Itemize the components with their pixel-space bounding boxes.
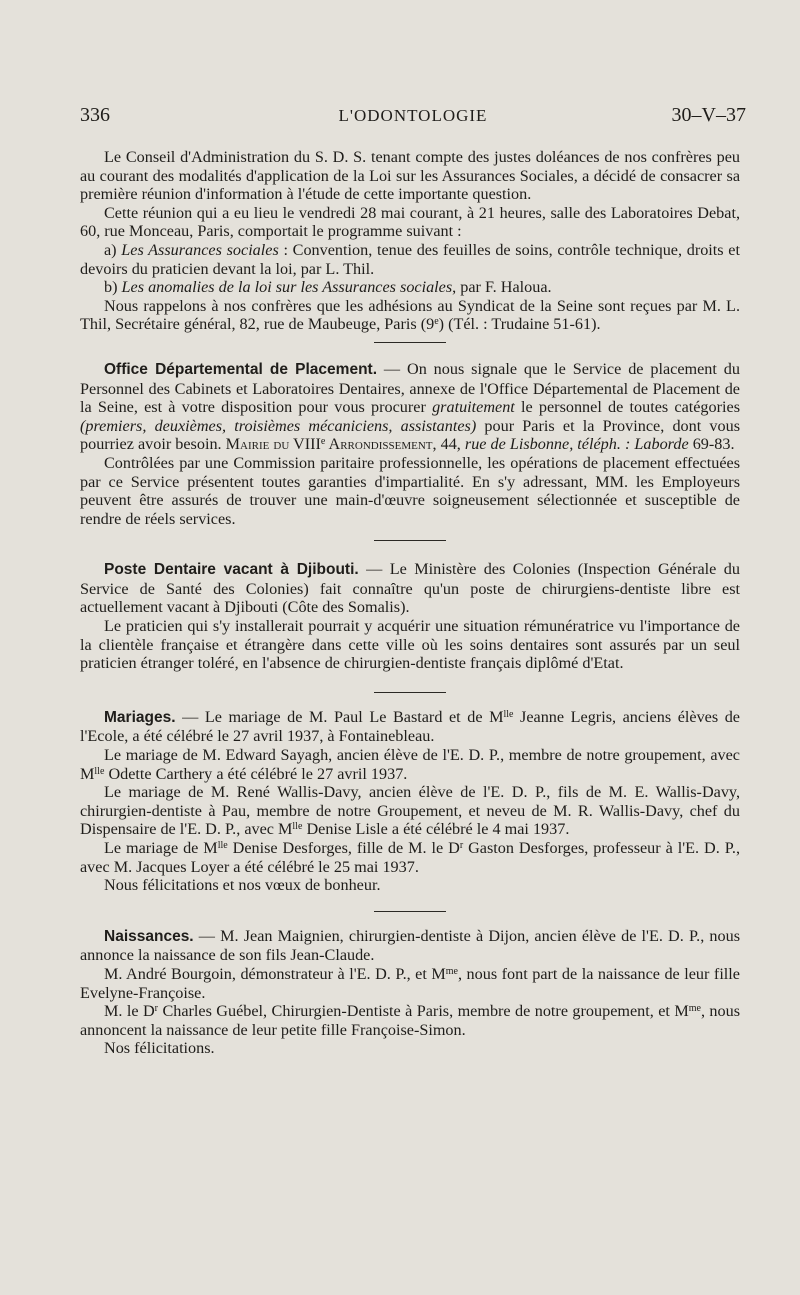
paragraph: Cette réunion qui a eu lieu le vendredi 28 mai courant, à 21 heures, salle des Laboratoires Debat, 60, rue Monceau, Paris, comportait le programme suivant : (80, 203, 740, 241)
article-body (80, 148, 740, 1058)
section-heading: Office Départemental de Placement. (104, 360, 378, 378)
emphasis: Les Assurances sociales (121, 240, 279, 259)
paragraph: Nous félicitations et nos vœux de bonheur. (104, 876, 381, 895)
emphasis: Les anomalies de la loi sur les Assurances sociales (121, 278, 453, 297)
paragraph: Le mariage de M. René Wallis-Davy, ancien élève de l'E. D. P., fils de M. E. Wallis-Davy, chirurgien-dentiste à Pau, membre de notre Groupement, et neveu de M. R. Wallis-Davy, chef du Dispensaire de l'E. D. P., avec $M^{lle}$ Denise Lisle a été célébré le 4 mai 1937. (80, 783, 740, 839)
page-number: 336 (80, 104, 110, 126)
paragraph: Office Départemental de Placement. — On nous signale que le Service de placement du Personnel des Cabinets et Laboratoires Dentaires, annexe de l'Office Départemental de Placement de la Seine, est à votre disposition pour vous procurer gratuitement le personnel de toutes catégories (premiers, deuxièmes, troisièmes mécaniciens, assistantes) pour Paris et la Province, dont vous pourriez avoir besoin. Mairie du VIIIe Arrondissement, 44, rue de Lisbonne, téléph. : Laborde 69-83. (80, 359, 741, 454)
program-item-b: b) Les anomalies de la loi sur les Assurances sociales, par F. Haloua. (104, 278, 552, 297)
paragraph: M. André Bourgoin, démonstrateur à l'E. D. P., et $M^{me}$, nous font part de la naissance de leur fille Evelyne-Françoise. (80, 964, 740, 1002)
section-naissances (80, 927, 740, 1058)
journal-title: L'ODONTOLOGIE (338, 106, 488, 125)
paragraph: Contrôlées par une Commission paritaire professionnelle, les opérations de placement effectuées par ce Service présentent toutes garanties d'impartialité. En s'y adressant, MM. les Employeurs peuvent être assurés de trouver une main-d'œuvre soigneusement sélectionnée et susceptible de rendre de réels services. (80, 453, 740, 528)
paragraph: Mariages. — Le mariage de M. Paul Le Bastard et de $M^{lle}$ Jeanne Legris, anciens élèves de l'Ecole, a été célébré le 27 avril 1937, à Fontainebleau. (80, 707, 740, 746)
paragraph: M. le $D^r$ Charles Guébel, Chirurgien-Dentiste à Paris, membre de notre groupement, et $M^{me}$, nous annoncent la naissance de leur petite fille Françoise-Simon. (80, 1002, 740, 1039)
section-divider (374, 692, 446, 693)
section-mariages (80, 708, 740, 895)
paragraph: Le mariage de $M^{lle}$ Denise Desforges, fille de M. le $D^r$ Gaston Desforges, professeur à l'E. D. P., avec M. Jacques Loyer a été célébré le 25 mai 1937. (80, 839, 741, 876)
page-header (80, 104, 746, 132)
paragraph: Nos félicitations. (104, 1039, 215, 1058)
section-divider (374, 342, 446, 343)
paragraph: Le praticien qui s'y installerait pourrait y acquérir une situation rémunératrice vu l'importance de la clientèle française et étrangère dans cette ville où les soins dentaires sont assurés par un seul praticien étranger toléré, en l'absence de chirurgien-dentiste français diplômé d'Etat. (80, 617, 740, 673)
paragraph: Naissances. — M. Jean Maignien, chirurgien-dentiste à Dijon, ancien élève de l'E. D. P., nous annonce la naissance de son fils Jean-Claude. (80, 926, 740, 965)
section-djibouti (80, 560, 740, 673)
paragraph: Poste Dentaire vacant à Djibouti. — Le Ministère des Colonies (Inspection Générale du Service de Santé des Colonies) fait connaître qu'un poste de chirurgiens-dentiste libre est actuellement vacant à Djibouti (Côte des Somalis). (80, 560, 740, 617)
section-assurances-sociales (80, 148, 740, 334)
section-heading: Naissances. (104, 927, 194, 945)
issue-date: 30–V–37 (671, 104, 746, 126)
paragraph: Nous rappelons à nos confrères que les adhésions au Syndicat de la Seine sont reçues par M. L. Thil, Secrétaire général, 82, rue de Maubeuge, Paris (9e) (Tél. : Trudaine 51-61). (80, 296, 740, 334)
section-office-placement (80, 360, 740, 528)
section-heading: Poste Dentaire vacant à Djibouti. (104, 561, 359, 579)
paragraph: Le mariage de M. Edward Sayagh, ancien élève de l'E. D. P., membre de notre groupement, avec $M^{lle}$ Odette Carthery a été célébré le 27 avril 1937. (80, 746, 740, 783)
section-divider (374, 540, 446, 541)
section-heading: Mariages. (104, 708, 176, 726)
section-divider (374, 911, 446, 912)
paragraph: Le Conseil d'Administration du S. D. S. tenant compte des justes doléances de nos confrères peu au courant des modalités d'application de la Loi sur les Assurances Sociales, a décidé de consacrer sa première réunion d'information à l'étude de cette importante question. (80, 148, 740, 204)
program-item-a: a) Les Assurances sociales : Convention, tenue des feuilles de soins, contrôle technique, droits et devoirs du praticien devant la loi, par L. Thil. (80, 240, 740, 278)
